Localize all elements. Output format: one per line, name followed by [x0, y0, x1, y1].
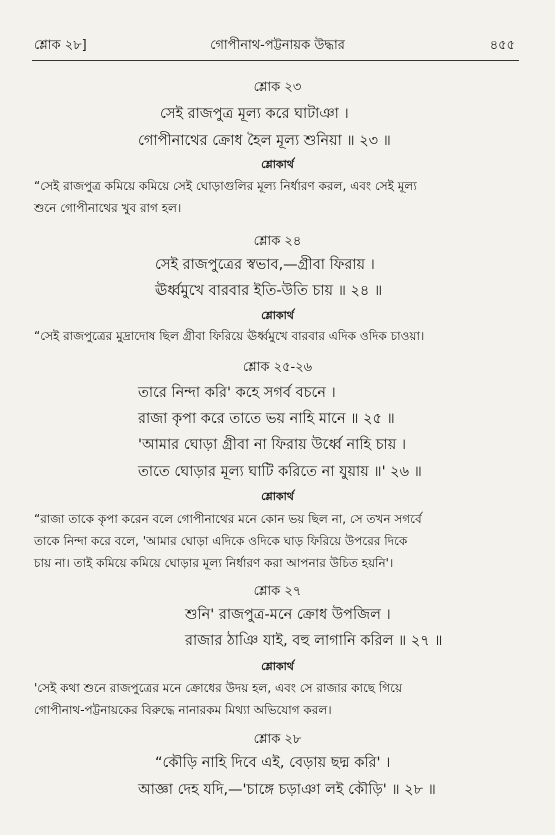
- verse-25-line-2: রাজা কৃপা করে তাতে ভয় নাহি মানে ॥ ২৫ ॥: [138, 411, 395, 427]
- verse-24-line-2: ঊর্ধ্বমুখে বারবার ইতি-উতি চায় ॥ ২৪ ॥: [155, 283, 383, 299]
- verse-heading-25-26: শ্লোক ২৫-২৬: [242, 360, 313, 375]
- verse-28-line-2: আজ্ঞা দেহ যদি,—'চাঙ্গে চড়াঞা লই কৌড়ি' ॥ ২৮ ॥: [138, 782, 436, 798]
- verse-28-line-1: “কৌড়ি নাহি দিবে এই, বেড়ায় ছদ্ম করি' ।: [155, 755, 391, 771]
- verse-heading-27: শ্লোক ২৭: [253, 584, 302, 599]
- translation-24-line-1: “সেই রাজপুত্রের মুদ্রাদোষ ছিল গ্রীবা ফিরিয়ে ঊর্ধ্বমুখে বারবার এদিক ওদিক চাওয়া।: [34, 329, 425, 343]
- page-number: ৪৫৫: [489, 38, 515, 53]
- verse-24-line-1: সেই রাজপুত্রের স্বভাব,—গ্রীবা ফিরায় ।: [155, 257, 375, 273]
- verse-27-line-2: রাজার ঠাঞি যাই, বহু লাগানি করিল ॥ ২৭ ॥: [185, 633, 443, 649]
- verse-27-line-1: শুনি' রাজপুত্র-মনে ক্রোধ উপজিল ।: [185, 607, 391, 623]
- translation-25-26-line-2: তাকে নিন্দা করে বলে, 'আমার ঘোড়া এদিকে ওদিকে ঘাড় ফিরিয়ে উপরের দিকে: [34, 534, 408, 548]
- verse-26-line-1: 'আমার ঘোড়া গ্রীবা না ফিরায় উর্ধ্বে নাহি চায় ।: [138, 437, 407, 453]
- verse-26-line-2: তাতে ঘোড়ার মূল্য ঘাটি করিতে না যুয়ায় ॥' ২৬ ॥: [138, 464, 422, 480]
- translation-25-26-line-1: “রাজা তাকে কৃপা করেন বলে গোপীনাথের মনে কোন ভয় ছিল না, সে তখন সগর্বে: [34, 512, 422, 526]
- translation-heading-23: শ্লোকার্থ: [261, 158, 294, 171]
- translation-heading-25-26: শ্লোকার্থ: [261, 490, 294, 503]
- translation-27-line-2: গোপীনাথ-পট্টনায়কের বিরুদ্ধে নানারকম মিথ্যা অভিযোগ করল।: [34, 703, 332, 717]
- running-header-title: গোপীনাথ-পট্টনায়ক উদ্ধার: [210, 38, 345, 53]
- verse-heading-23: শ্লোক ২৩: [253, 80, 302, 95]
- running-header-verse-ref: শ্লোক ২৮]: [34, 38, 87, 53]
- translation-heading-24: শ্লোকার্থ: [261, 309, 294, 322]
- translation-heading-27: শ্লোকার্থ: [261, 660, 294, 673]
- verse-23-line-2: গোপীনাথের ক্রোধ হৈল মূল্য শুনিয়া ॥ ২৩ ॥: [138, 133, 391, 149]
- translation-27-line-1: 'সেই কথা শুনে রাজপুত্রের মনে ক্রোধের উদয় হল, এবং সে রাজার কাছে গিয়ে: [34, 681, 403, 695]
- verse-23-line-1: সেই রাজপুত্র মূল্য করে ঘাটাঞা ।: [160, 106, 349, 122]
- verse-heading-24: শ্লোক ২৪: [253, 234, 302, 249]
- header-rule: [32, 60, 519, 61]
- translation-23-line-1: “সেই রাজপুত্র কমিয়ে কমিয়ে সেই ঘোড়াগুলির মূল্য নির্ধারণ করল, এবং সেই মূল্য: [34, 179, 417, 193]
- verse-heading-28: শ্লোক ২৮: [253, 732, 302, 747]
- translation-23-line-2: শুনে গোপীনাথের খুব রাগ হল।: [34, 201, 182, 215]
- verse-25-line-1: তারে নিন্দা করি' কহে সগর্ব বচনে ।: [138, 385, 336, 401]
- translation-25-26-line-3: চায় না। তাই কমিয়ে কমিয়ে ঘোড়ার মূল্য নির্ধারণ করা আপনার উচিত হয়নি'।: [34, 556, 394, 570]
